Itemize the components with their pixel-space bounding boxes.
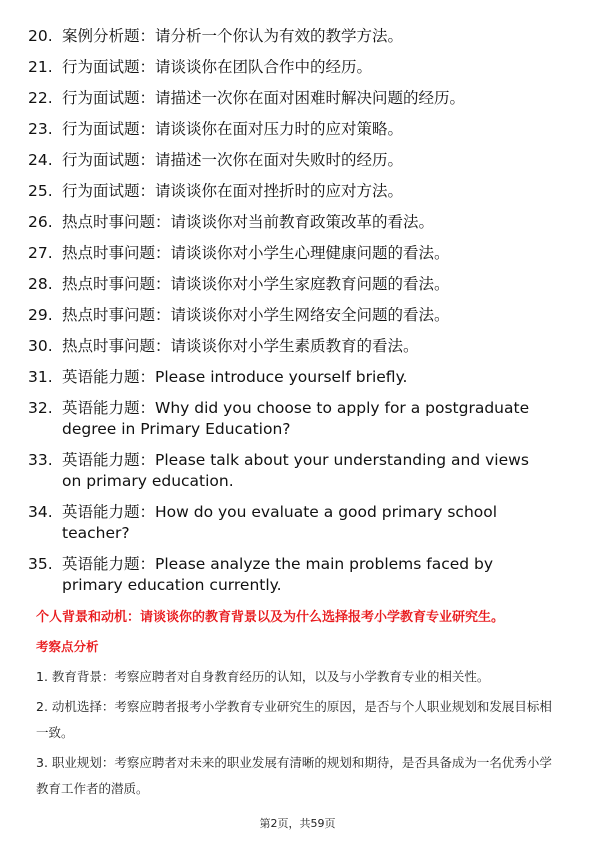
question-list <box>28 26 568 606</box>
question-text-line1: 英语能力题：Please talk about your understanding and views <box>62 451 529 469</box>
question-text <box>62 450 568 492</box>
question-text: 行为面试题：请谈谈你在面对挫折时的应对方法。 <box>62 182 404 200</box>
question-text-line2: degree in Primary Education? <box>62 420 291 438</box>
question-number: 25. <box>28 182 53 200</box>
question-number: 26. <box>28 213 53 231</box>
question-item <box>28 398 568 440</box>
page-footer: 第2页，共59页 <box>259 817 336 830</box>
question-text: 行为面试题：请谈谈你在团队合作中的经历。 <box>62 58 373 76</box>
question-number: 24. <box>28 151 53 169</box>
analysis-item: 3. 职业规划：考察应聘者对未来的职业发展有清晰的规划和期待，是否具备成为一名优秀小学教育工作者的潜质。 <box>36 755 552 796</box>
question-number: 31. <box>28 368 53 386</box>
question-item <box>28 274 568 295</box>
question-number: 27. <box>28 244 53 262</box>
question-item <box>28 26 568 47</box>
analysis-item: 1. 教育背景：考察应聘者对自身教育经历的认知，以及与小学教育专业的相关性。 <box>36 669 490 684</box>
question-item <box>28 181 568 202</box>
question-text-line1: 英语能力题：Please analyze the main problems faced by <box>62 555 494 573</box>
analysis-subheading: 考察点分析 <box>36 639 99 654</box>
question-text: 热点时事问题：请谈谈你对小学生素质教育的看法。 <box>62 337 419 355</box>
question-item <box>28 243 568 264</box>
question-number: 34. <box>28 503 53 521</box>
question-number: 33. <box>28 451 53 469</box>
question-text: 热点时事问题：请谈谈你对小学生心理健康问题的看法。 <box>62 244 450 262</box>
section-heading: 个人背景和动机：请谈谈你的教育背景以及为什么选择报考小学教育专业研究生。 <box>36 610 505 625</box>
question-text-line2: on primary education. <box>62 472 234 490</box>
question-item <box>28 367 568 388</box>
question-text: 热点时事问题：请谈谈你对小学生家庭教育问题的看法。 <box>62 275 450 293</box>
question-text <box>62 554 568 596</box>
question-text: 行为面试题：请描述一次你在面对困难时解决问题的经历。 <box>62 89 466 107</box>
question-text: 热点时事问题：请谈谈你对当前教育政策改革的看法。 <box>62 213 435 231</box>
analysis-list <box>36 664 561 806</box>
question-item <box>28 502 568 544</box>
question-text-line2: teacher? <box>62 524 130 542</box>
question-number: 32. <box>28 399 53 417</box>
question-item <box>28 150 568 171</box>
question-number: 30. <box>28 337 53 355</box>
question-text-line1: 英语能力题：Why did you choose to apply for a postgraduate <box>62 399 530 417</box>
question-number: 23. <box>28 120 53 138</box>
question-number: 28. <box>28 275 53 293</box>
question-text-line2: primary education currently. <box>62 576 282 594</box>
question-text <box>62 398 568 440</box>
question-text <box>62 502 568 544</box>
question-text-line1: 英语能力题：How do you evaluate a good primary school <box>62 503 498 521</box>
question-item <box>28 305 568 326</box>
question-text: 案例分析题：请分析一个你认为有效的教学方法。 <box>62 27 404 45</box>
question-item <box>28 212 568 233</box>
question-item <box>28 336 568 357</box>
question-text: 行为面试题：请描述一次你在面对失败时的经历。 <box>62 151 404 169</box>
question-number: 35. <box>28 555 53 573</box>
question-item <box>28 554 568 596</box>
analysis-item: 2. 动机选择：考察应聘者报考小学教育专业研究生的原因，是否与个人职业规划和发展目标相一致。 <box>36 699 552 740</box>
question-number: 20. <box>28 27 53 45</box>
question-number: 21. <box>28 58 53 76</box>
question-item <box>28 119 568 140</box>
question-text: 热点时事问题：请谈谈你对小学生网络安全问题的看法。 <box>62 306 450 324</box>
question-item <box>28 57 568 78</box>
question-text: 行为面试题：请谈谈你在面对压力时的应对策略。 <box>62 120 404 138</box>
question-number: 22. <box>28 89 53 107</box>
question-item <box>28 88 568 109</box>
question-text: 英语能力题：Please introduce yourself briefly. <box>62 368 408 386</box>
question-item <box>28 450 568 492</box>
question-number: 29. <box>28 306 53 324</box>
